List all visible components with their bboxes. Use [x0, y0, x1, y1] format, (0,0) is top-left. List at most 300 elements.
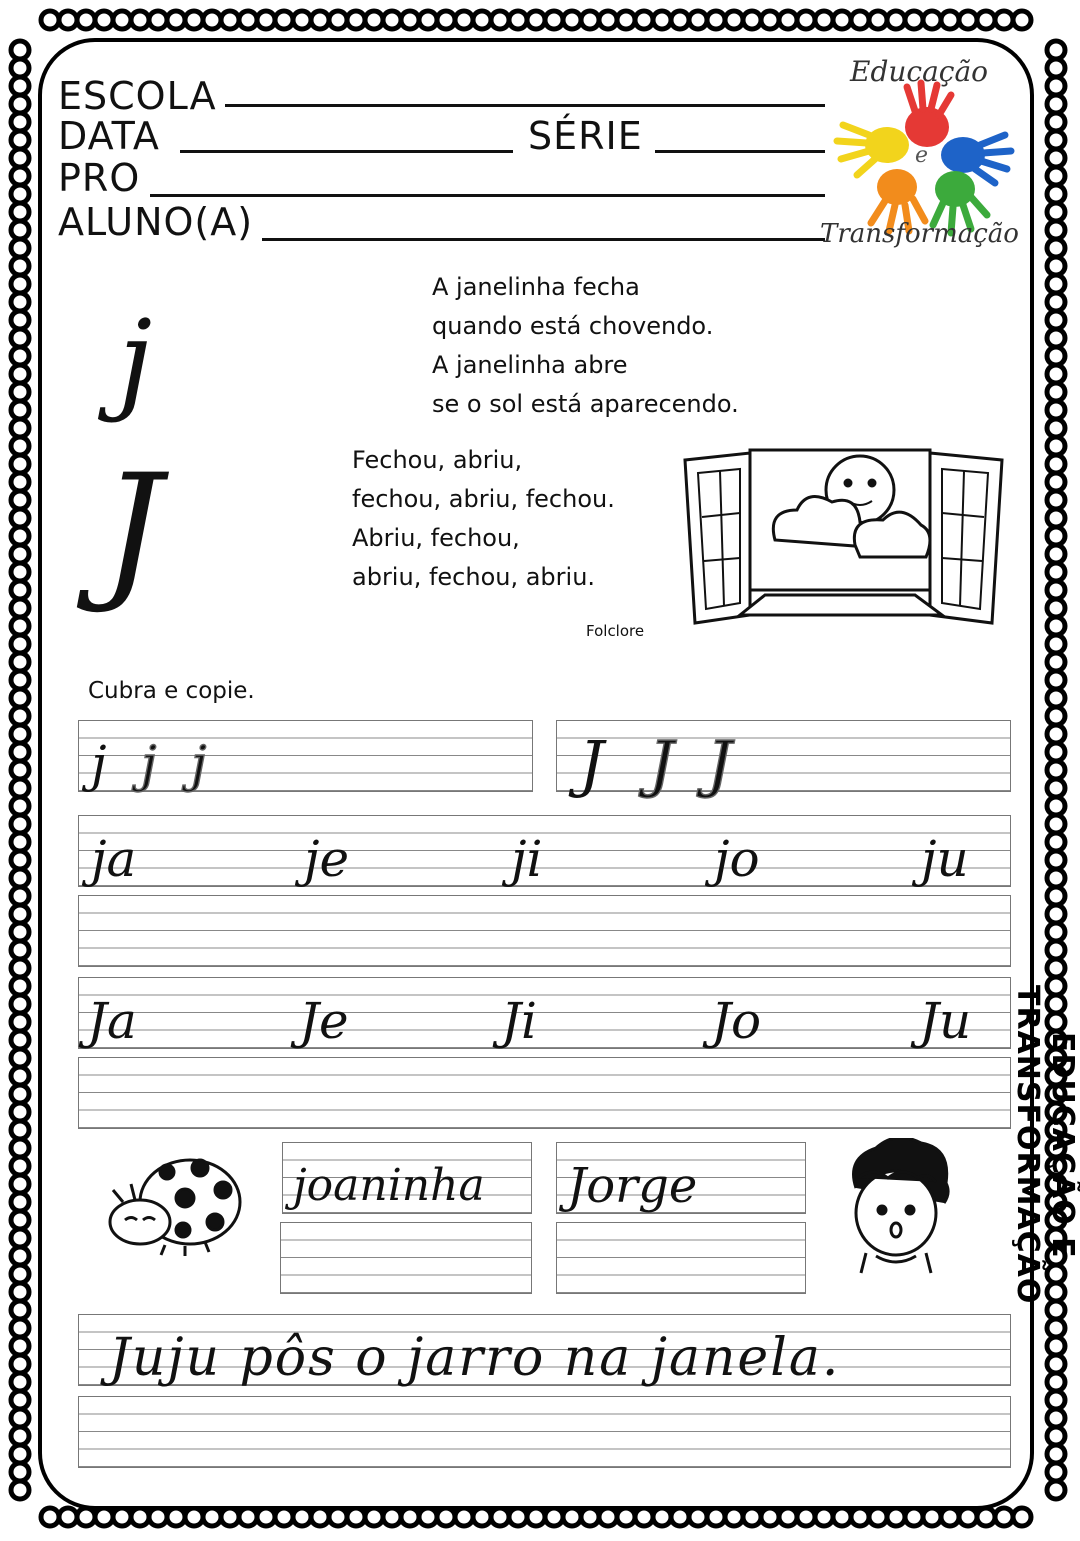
scallop: [869, 11, 887, 29]
syllable: Ja: [87, 992, 137, 1050]
scallop: [11, 1391, 29, 1409]
scallop: [11, 1229, 29, 1247]
scallop: [977, 11, 995, 29]
scallop: [257, 1508, 275, 1526]
scallop: [815, 11, 833, 29]
scallop: [11, 1445, 29, 1463]
scallop: [725, 11, 743, 29]
scallop: [653, 11, 671, 29]
scallop: [293, 11, 311, 29]
scallop: [239, 11, 257, 29]
scallop: [491, 11, 509, 29]
scallop: [11, 1337, 29, 1355]
scallop: [11, 1373, 29, 1391]
scallop: [221, 11, 239, 29]
scallop: [401, 11, 419, 29]
scallop: [11, 1301, 29, 1319]
scallop: [689, 11, 707, 29]
scallop: [509, 11, 527, 29]
copy-area-lowercase[interactable]: [78, 895, 1011, 967]
poem-line: se o sol está aparecendo.: [432, 390, 739, 418]
lowercase-trace-box[interactable]: [78, 720, 533, 792]
scallop: [635, 11, 653, 29]
scallop: [401, 1508, 419, 1526]
scallop: [11, 599, 29, 617]
scallop: [1047, 689, 1065, 707]
syllable: Ji: [501, 992, 538, 1050]
scallop: [365, 11, 383, 29]
scallop: [779, 11, 797, 29]
scallop: [11, 1031, 29, 1049]
poem-line: fechou, abriu, fechou.: [352, 485, 615, 513]
scallop: [851, 1508, 869, 1526]
scallop: [743, 11, 761, 29]
scallop: [11, 1049, 29, 1067]
window-illustration: [680, 445, 1010, 630]
scallop: [1047, 185, 1065, 203]
scallop: [11, 41, 29, 59]
copy-area-sentence[interactable]: [78, 1396, 1011, 1468]
scallop: [887, 11, 905, 29]
scallop: [131, 1508, 149, 1526]
scallop: [11, 1175, 29, 1193]
student-line[interactable]: [262, 238, 825, 241]
scallop: [11, 1013, 29, 1031]
copy-area-jorge[interactable]: [556, 1222, 806, 1294]
scallop: [1047, 41, 1065, 59]
scallop: [11, 563, 29, 581]
scallop: [1047, 1481, 1065, 1499]
scallop: [887, 1508, 905, 1526]
scallop: [275, 11, 293, 29]
scallop: [1047, 419, 1065, 437]
scallop: [11, 239, 29, 257]
scallop: [167, 11, 185, 29]
scallop: [11, 851, 29, 869]
scallop: [11, 815, 29, 833]
poem-line: A janelinha fecha: [432, 273, 640, 301]
scallop: [437, 11, 455, 29]
scallop: [77, 11, 95, 29]
scallop: [581, 1508, 599, 1526]
scallop: [149, 1508, 167, 1526]
scallop: [11, 941, 29, 959]
scallop: [11, 167, 29, 185]
scallop: [581, 11, 599, 29]
scallop: [941, 1508, 959, 1526]
word-joaninha: joaninha: [293, 1160, 485, 1211]
scallop: [11, 383, 29, 401]
sentence: Juju pôs o jarro na janela.: [109, 1328, 841, 1388]
scallop: [1047, 851, 1065, 869]
scallop: [11, 473, 29, 491]
scallop: [1047, 491, 1065, 509]
scallop: [1047, 833, 1065, 851]
scallop: [995, 11, 1013, 29]
model-letter: j: [91, 735, 107, 793]
scallop: [779, 1508, 797, 1526]
scallop: [1047, 473, 1065, 491]
scallop: [617, 1508, 635, 1526]
scallop: [11, 365, 29, 383]
scallop: [11, 545, 29, 563]
scallop: [959, 11, 977, 29]
poem-line: A janelinha abre: [432, 351, 628, 379]
scallop: [11, 581, 29, 599]
scallop: [11, 1211, 29, 1229]
uppercase-trace-box[interactable]: [556, 720, 1011, 800]
scallop: [11, 1427, 29, 1445]
scallop: [11, 347, 29, 365]
scallop: [1047, 167, 1065, 185]
scallop: [11, 257, 29, 275]
trace-letter: J: [707, 727, 732, 800]
scallop: [329, 1508, 347, 1526]
syllable: je: [304, 830, 350, 888]
poem-stanza-2: [352, 441, 615, 597]
sidebar-brand-text: EDUCAÇÃO E TRANSFORMAÇÃO: [1010, 985, 1080, 1305]
scallop: [1047, 275, 1065, 293]
scallop: [11, 491, 29, 509]
scallop: [11, 1139, 29, 1157]
scallop: [815, 1508, 833, 1526]
scallop: [455, 11, 473, 29]
scallop: [11, 329, 29, 347]
scallop: [1047, 761, 1065, 779]
logo-title-middle: e: [915, 143, 929, 168]
scallop: [95, 1508, 113, 1526]
scallop: [1047, 797, 1065, 815]
scallop: [1047, 1427, 1065, 1445]
scallop: [11, 1121, 29, 1139]
scallop: [1047, 437, 1065, 455]
logo-title-bottom: Transformação: [820, 219, 1019, 249]
scallop: [11, 1481, 29, 1499]
scallop: [11, 509, 29, 527]
scallop: [995, 1508, 1013, 1526]
logo-title-top: Educação: [850, 55, 989, 88]
scallop: [1047, 653, 1065, 671]
scallop: [11, 905, 29, 923]
scallop: [239, 1508, 257, 1526]
scallop: [11, 1463, 29, 1481]
boy-illustration: [836, 1138, 966, 1278]
scallop: [11, 59, 29, 77]
scallop: [1047, 725, 1065, 743]
scallop: [923, 11, 941, 29]
scallop: [1047, 527, 1065, 545]
scallop: [743, 1508, 761, 1526]
scallop: [491, 1508, 509, 1526]
scallop: [11, 1085, 29, 1103]
teacher-label: PRO: [58, 156, 141, 200]
scallop: [131, 11, 149, 29]
scallop: [11, 203, 29, 221]
syllable: Je: [299, 992, 349, 1050]
scallop: [11, 149, 29, 167]
scallop: [1047, 455, 1065, 473]
uppercase-syllables-box[interactable]: [78, 977, 1011, 1049]
word-jorge: Jorge: [567, 1158, 698, 1214]
scallop: [11, 185, 29, 203]
scallop: [11, 1319, 29, 1337]
scallop: [707, 11, 725, 29]
scallop: [11, 1067, 29, 1085]
scallop: [11, 977, 29, 995]
scallop: [455, 1508, 473, 1526]
scallop: [437, 1508, 455, 1526]
scallop: [11, 455, 29, 473]
scallop: [113, 1508, 131, 1526]
scallop: [11, 833, 29, 851]
scallop: [1047, 257, 1065, 275]
scallop: [1047, 383, 1065, 401]
grade-line[interactable]: [655, 150, 825, 153]
scallop: [11, 293, 29, 311]
scallop: [1047, 239, 1065, 257]
scallop: [11, 959, 29, 977]
teacher-line[interactable]: [150, 194, 825, 197]
scallop: [1047, 1445, 1065, 1463]
poem-line: Abriu, fechou,: [352, 524, 520, 552]
cursive-uppercase-j: J: [102, 443, 163, 617]
scallop: [77, 1508, 95, 1526]
ladybug-illustration: [105, 1150, 245, 1260]
scallop: [617, 11, 635, 29]
scallop: [1047, 581, 1065, 599]
scallop: [11, 725, 29, 743]
scallop: [1047, 815, 1065, 833]
scallop: [11, 221, 29, 239]
scallop: [1047, 635, 1065, 653]
scallop: [1013, 1508, 1031, 1526]
syllable: ji: [511, 830, 543, 888]
scallop: [473, 11, 491, 29]
scallop: [1047, 113, 1065, 131]
scallop: [11, 689, 29, 707]
scallop: [1047, 743, 1065, 761]
trace-letter: j: [191, 735, 207, 793]
scallop: [599, 11, 617, 29]
logo: [815, 55, 1040, 255]
scallop: [869, 1508, 887, 1526]
scallop: [1047, 95, 1065, 113]
scallop: [11, 869, 29, 887]
scallop: [473, 1508, 491, 1526]
scallop: [1047, 545, 1065, 563]
scallop: [11, 95, 29, 113]
scallop: [11, 1193, 29, 1211]
scallop: [185, 1508, 203, 1526]
scallop: [11, 401, 29, 419]
scallop: [851, 11, 869, 29]
scallop: [11, 1247, 29, 1265]
scallop: [11, 419, 29, 437]
scallop: [1047, 401, 1065, 419]
scallop: [1047, 1463, 1065, 1481]
scallop: [833, 11, 851, 29]
scallop: [599, 1508, 617, 1526]
scallop: [545, 1508, 563, 1526]
word-box-joaninha[interactable]: [282, 1142, 532, 1214]
scallop: [41, 1508, 59, 1526]
syllable: jo: [714, 830, 760, 888]
scallop: [923, 1508, 941, 1526]
scallop: [203, 11, 221, 29]
scallop: [833, 1508, 851, 1526]
scallop: [977, 1508, 995, 1526]
scallop: [725, 1508, 743, 1526]
scallop: [797, 1508, 815, 1526]
syllable: Jo: [711, 992, 762, 1050]
scallop: [11, 797, 29, 815]
scallop: [1047, 293, 1065, 311]
scallop: [149, 11, 167, 29]
scallop: [11, 761, 29, 779]
scallop: [329, 11, 347, 29]
scallop: [293, 1508, 311, 1526]
scallop: [11, 311, 29, 329]
scallop: [11, 743, 29, 761]
scallop: [11, 113, 29, 131]
scallop: [689, 1508, 707, 1526]
scallop: [383, 1508, 401, 1526]
scallop: [1047, 311, 1065, 329]
scallop: [11, 275, 29, 293]
instruction-text: Cubra e copie.: [88, 678, 255, 704]
scallop: [11, 527, 29, 545]
scallop: [11, 77, 29, 95]
trace-letter: j: [141, 735, 157, 793]
scallop: [11, 995, 29, 1013]
scallop: [1047, 365, 1065, 383]
scallop: [1047, 347, 1065, 365]
scallop: [419, 1508, 437, 1526]
poem-credit: Folclore: [586, 622, 645, 640]
scallop: [11, 1157, 29, 1175]
scallop: [1047, 563, 1065, 581]
scallop: [59, 1508, 77, 1526]
scallop: [563, 11, 581, 29]
scallop: [11, 1355, 29, 1373]
scallop: [11, 653, 29, 671]
scallop: [11, 671, 29, 689]
scallop: [221, 1508, 239, 1526]
model-letter: J: [579, 727, 604, 800]
scallop: [1047, 77, 1065, 95]
scallop: [311, 1508, 329, 1526]
scallop: [311, 11, 329, 29]
scallop: [1047, 707, 1065, 725]
grade-label: SÉRIE: [528, 114, 643, 158]
scallop: [113, 11, 131, 29]
lowercase-syllables-box[interactable]: [78, 815, 1011, 887]
syllable: ju: [921, 830, 969, 888]
scallop: [761, 11, 779, 29]
scallop: [671, 11, 689, 29]
scallop: [11, 635, 29, 653]
scallop: [11, 923, 29, 941]
school-line[interactable]: [225, 104, 825, 107]
scallop: [11, 1283, 29, 1301]
cursive-lowercase-j: j: [118, 296, 153, 424]
scallop: [653, 1508, 671, 1526]
poem-stanza-1: [432, 268, 739, 424]
scallop: [1047, 509, 1065, 527]
scallop: [1047, 59, 1065, 77]
copy-area-joaninha[interactable]: [280, 1222, 532, 1294]
scallop: [1047, 221, 1065, 239]
poem-line: abriu, fechou, abriu.: [352, 563, 596, 591]
scallop: [905, 11, 923, 29]
copy-area-uppercase[interactable]: [78, 1057, 1011, 1129]
scallop: [347, 1508, 365, 1526]
date-label: DATA: [58, 114, 160, 158]
scallop: [59, 11, 77, 29]
scallop: [203, 1508, 221, 1526]
poem-line: quando está chovendo.: [432, 312, 714, 340]
scallop: [671, 1508, 689, 1526]
scallop: [275, 1508, 293, 1526]
school-label: ESCOLA: [58, 74, 217, 118]
scallop: [1047, 671, 1065, 689]
scallop: [185, 11, 203, 29]
scallop: [1013, 11, 1031, 29]
scallop: [1047, 149, 1065, 167]
scallop: [11, 887, 29, 905]
scallop: [11, 131, 29, 149]
scallop: [509, 1508, 527, 1526]
scallop: [527, 11, 545, 29]
scallop: [11, 437, 29, 455]
scallop: [797, 11, 815, 29]
scallop: [1047, 131, 1065, 149]
scallop: [383, 11, 401, 29]
scallop: [545, 11, 563, 29]
scallop: [1047, 329, 1065, 347]
scallop: [1047, 599, 1065, 617]
scallop: [761, 1508, 779, 1526]
scallop: [41, 11, 59, 29]
scallop: [635, 1508, 653, 1526]
scallop: [11, 707, 29, 725]
scallop: [11, 1103, 29, 1121]
student-label: ALUNO(A): [58, 200, 254, 244]
sentence-box[interactable]: [78, 1314, 1011, 1386]
scallop: [95, 11, 113, 29]
scallop: [11, 1265, 29, 1283]
trace-letter: J: [649, 727, 674, 800]
scallop: [11, 779, 29, 797]
scallop: [347, 11, 365, 29]
scallop: [257, 11, 275, 29]
word-box-jorge[interactable]: [556, 1142, 806, 1214]
date-line[interactable]: [180, 150, 513, 153]
scallop: [419, 11, 437, 29]
scallop: [1047, 203, 1065, 221]
syllable: ja: [91, 830, 137, 888]
scallop: [365, 1508, 383, 1526]
scallop: [707, 1508, 725, 1526]
poem-line: Fechou, abriu,: [352, 446, 523, 474]
scallop: [905, 1508, 923, 1526]
scallop: [1047, 779, 1065, 797]
scallop: [167, 1508, 185, 1526]
scallop: [563, 1508, 581, 1526]
scallop: [1047, 617, 1065, 635]
scallop: [11, 617, 29, 635]
scallop: [1047, 1409, 1065, 1427]
